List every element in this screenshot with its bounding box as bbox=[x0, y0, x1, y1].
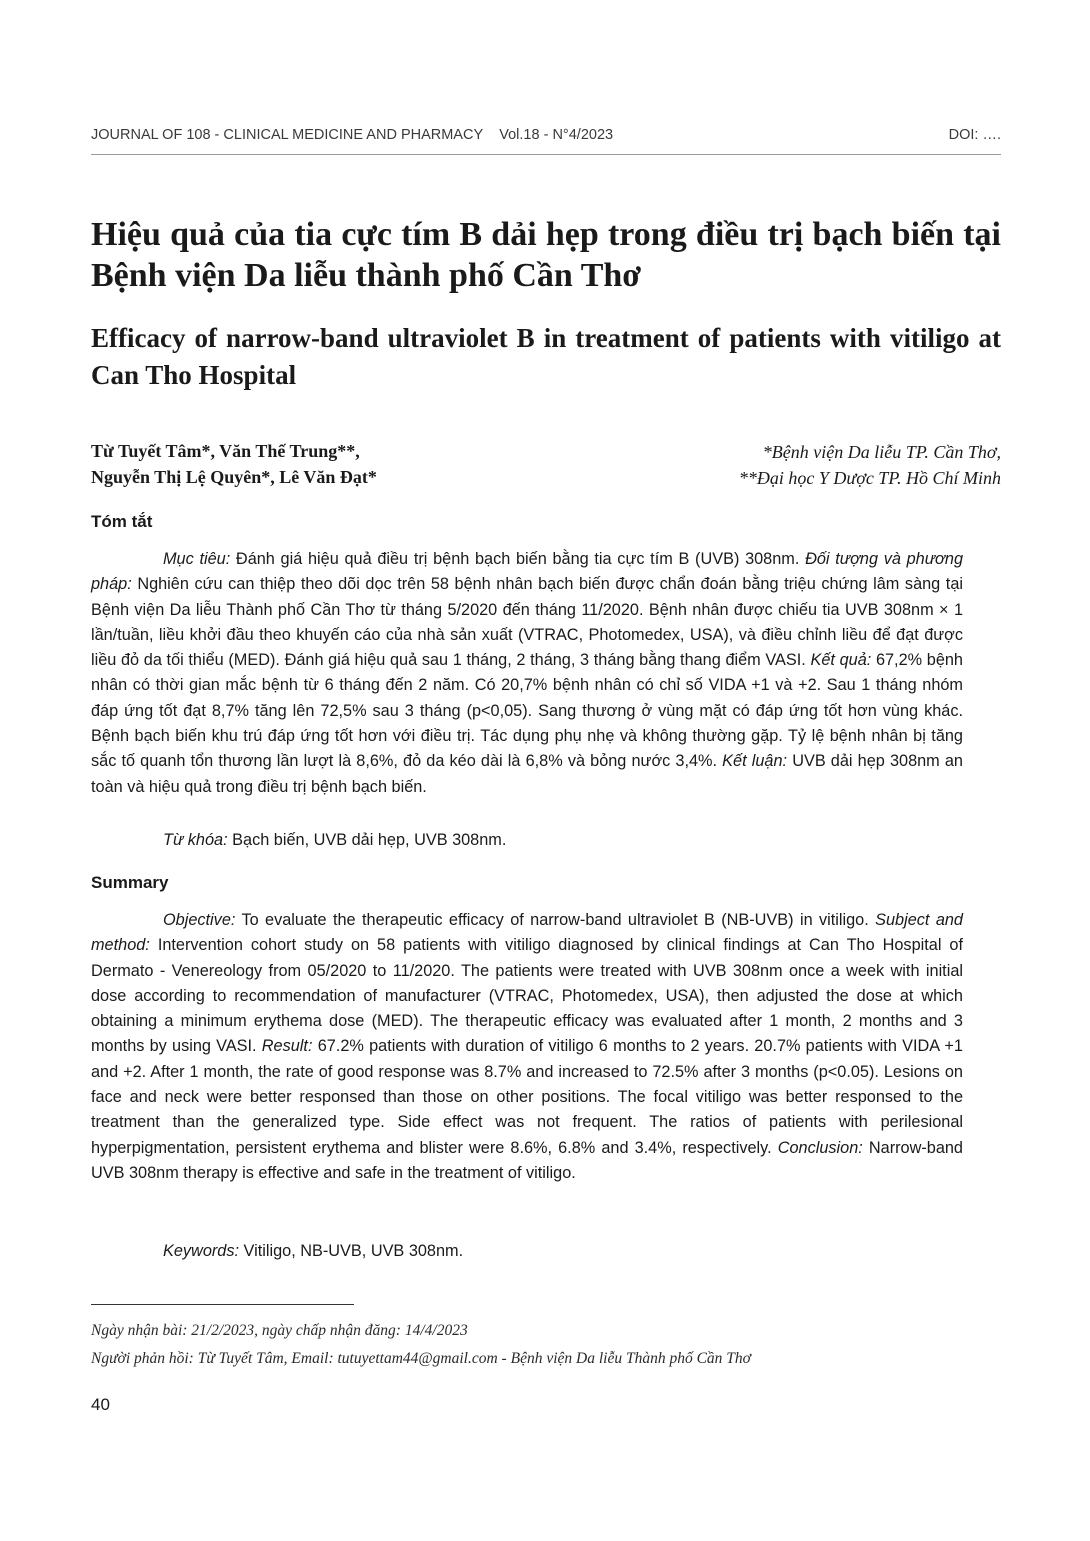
objective-label-vi: Mục tiêu: bbox=[163, 550, 231, 568]
result-label-en: Result: bbox=[261, 1037, 313, 1056]
title-vietnamese: Hiệu quả của tia cực tím B dải hẹp trong điều trị bạch biến tại Bệnh viện Da liễu thành phố Cần Thơ bbox=[91, 216, 1001, 294]
objective-text-en: To evaluate the therapeutic efficacy of narrow-band ultraviolet B (NB-UVB) in vitiligo. bbox=[235, 911, 876, 929]
authors-line-1: Từ Tuyết Tâm*, Văn Thế Trung**, bbox=[91, 441, 360, 461]
method-label-en: Subject and method: bbox=[91, 911, 963, 955]
keywords-text-vi: Bạch biến, UVB dải hẹp, UVB 308nm. bbox=[227, 831, 507, 849]
volume-issue: Vol.18 - N°4/2023 bbox=[499, 127, 614, 143]
result-label-vi: Kết quả: bbox=[810, 651, 872, 670]
result-text-vi: 67,2% bệnh nhân có thời gian mắc bệnh từ 6 tháng đến 2 năm. Có 20,7% bệnh nhân có chỉ số VIDA +1 và +2. Sau 1 tháng nhóm đáp ứng tốt đạt 8,7% tăng lên 72,5% sau 3 tháng (p<0,05). Sang thương ở vùng mặt có đáp ứng tốt hơn vùng khác. Bệnh bạch biến khu trú đáp ứng tốt hơn với điều trị. Tác dụng phụ nhẹ và không thường gặp. Tỷ lệ bệnh nhân bị tăng sắc tố quanh tổn thương lần lượt là 8,6%, đỏ da kéo dài là 6,8% và bỏng nước 3,4%. bbox=[91, 651, 963, 771]
journal-volume bbox=[91, 127, 613, 143]
keywords-label-vi: Từ khóa: bbox=[163, 831, 228, 849]
page-number: 40 bbox=[91, 1395, 110, 1414]
keywords-en bbox=[163, 1242, 463, 1261]
method-label-vi: Đối tượng và phương pháp: bbox=[91, 550, 963, 594]
abstract-en-body bbox=[91, 908, 963, 1186]
abstract-en-heading: Summary bbox=[91, 873, 169, 892]
abstract-vi-body bbox=[91, 547, 963, 800]
footnote-rule bbox=[91, 1304, 354, 1305]
authors-line-2: Nguyễn Thị Lệ Quyên*, Lê Văn Đạt* bbox=[91, 467, 377, 487]
footnote-correspondence: Người phản hồi: Từ Tuyết Tâm, Email: tutuyettam44@gmail.com - Bệnh viện Da liễu Thành phố Cần Thơ bbox=[91, 1350, 751, 1367]
conclusion-text-en: Narrow-band UVB 308nm therapy is effective and safe in the treatment of vitiligo. bbox=[91, 1138, 963, 1182]
doi: DOI: …. bbox=[948, 127, 1001, 143]
conclusion-text-vi: UVB dải hẹp 308nm an toàn và hiệu quả trong điều trị bệnh bạch biến. bbox=[91, 752, 963, 796]
journal-name: JOURNAL OF 108 - CLINICAL MEDICINE AND PHARMACY bbox=[91, 127, 484, 143]
authors bbox=[91, 438, 377, 490]
affiliations bbox=[739, 439, 1001, 491]
affiliation-1: *Bệnh viện Da liễu TP. Cần Thơ, bbox=[762, 442, 1001, 462]
keywords-label-en: Keywords: bbox=[163, 1242, 240, 1260]
method-text-vi: Nghiên cứu can thiệp theo dõi dọc trên 58 bệnh nhân bạch biến được chẩn đoán bằng triệu chứng lâm sàng tại Bệnh viện Da liễu Thành phố Cần Thơ từ tháng 5/2020 đến tháng 11/2020. Bệnh nhân được chiếu tia UVB 308nm × 1 lần/tuần, liều khởi đầu theo khuyến cáo của nhà sản xuất (VTRAC, Photomedex, USA), và điều chỉnh liều để đạt được liều đỏ da tối thiểu (MED). Đánh giá hiệu quả sau 1 tháng, 2 tháng, 3 tháng bằng thang điểm VASI. bbox=[91, 575, 963, 670]
keywords-text-en: Vitiligo, NB-UVB, UVB 308nm. bbox=[239, 1242, 464, 1260]
method-text-en: Intervention cohort study on 58 patients with vitiligo diagnosed by clinical findings at Can Tho Hospital of Dermato - Venereology from 05/2020 to 11/2020. The patients were treated with UVB 308nm once a week with initial dose according to recommendation of manufacturer (VTRAC, Photomedex, USA), then adjusted the dose at which obtaining a minimum erythema dose (MED). The therapeutic efficacy was evaluated after 1 month, 2 months and 3 months by using VASI. bbox=[91, 936, 963, 1056]
conclusion-label-vi: Kết luận: bbox=[722, 752, 788, 771]
keywords-vi bbox=[163, 831, 506, 850]
affiliation-2: **Đại học Y Dược TP. Hồ Chí Minh bbox=[738, 468, 1001, 488]
objective-label-en: Objective: bbox=[163, 911, 236, 929]
abstract-vi-heading: Tóm tắt bbox=[91, 512, 153, 531]
result-text-en: 67.2% patients with duration of vitiligo 6 months to 2 years. 20.7% patients with VIDA +1 and +2. After 1 month, the rate of good response was 8.7% and increased to 72.5% after 3 months (p<0.05). Lesions on face and neck were better responsed than those on other positions. The focal vitiligo was better responsed to the treatment than the generalized type. Side effect was not frequent. The ratios of patients with perilesional hyperpigmentation, persistent erythema and blister were 8.6%, 6.8% and 3.4%, respectively. bbox=[91, 1037, 963, 1157]
title-english: Efficacy of narrow-band ultraviolet B in treatment of patients with vitiligo at Can Tho Hospital bbox=[91, 323, 1001, 390]
footnote-received: Ngày nhận bài: 21/2/2023, ngày chấp nhận đăng: 14/4/2023 bbox=[91, 1322, 468, 1339]
objective-text-vi: Đánh giá hiệu quả điều trị bệnh bạch biến bằng tia cực tím B (UVB) 308nm. bbox=[230, 550, 806, 568]
conclusion-label-en: Conclusion: bbox=[777, 1138, 863, 1157]
header-rule bbox=[91, 154, 1001, 155]
